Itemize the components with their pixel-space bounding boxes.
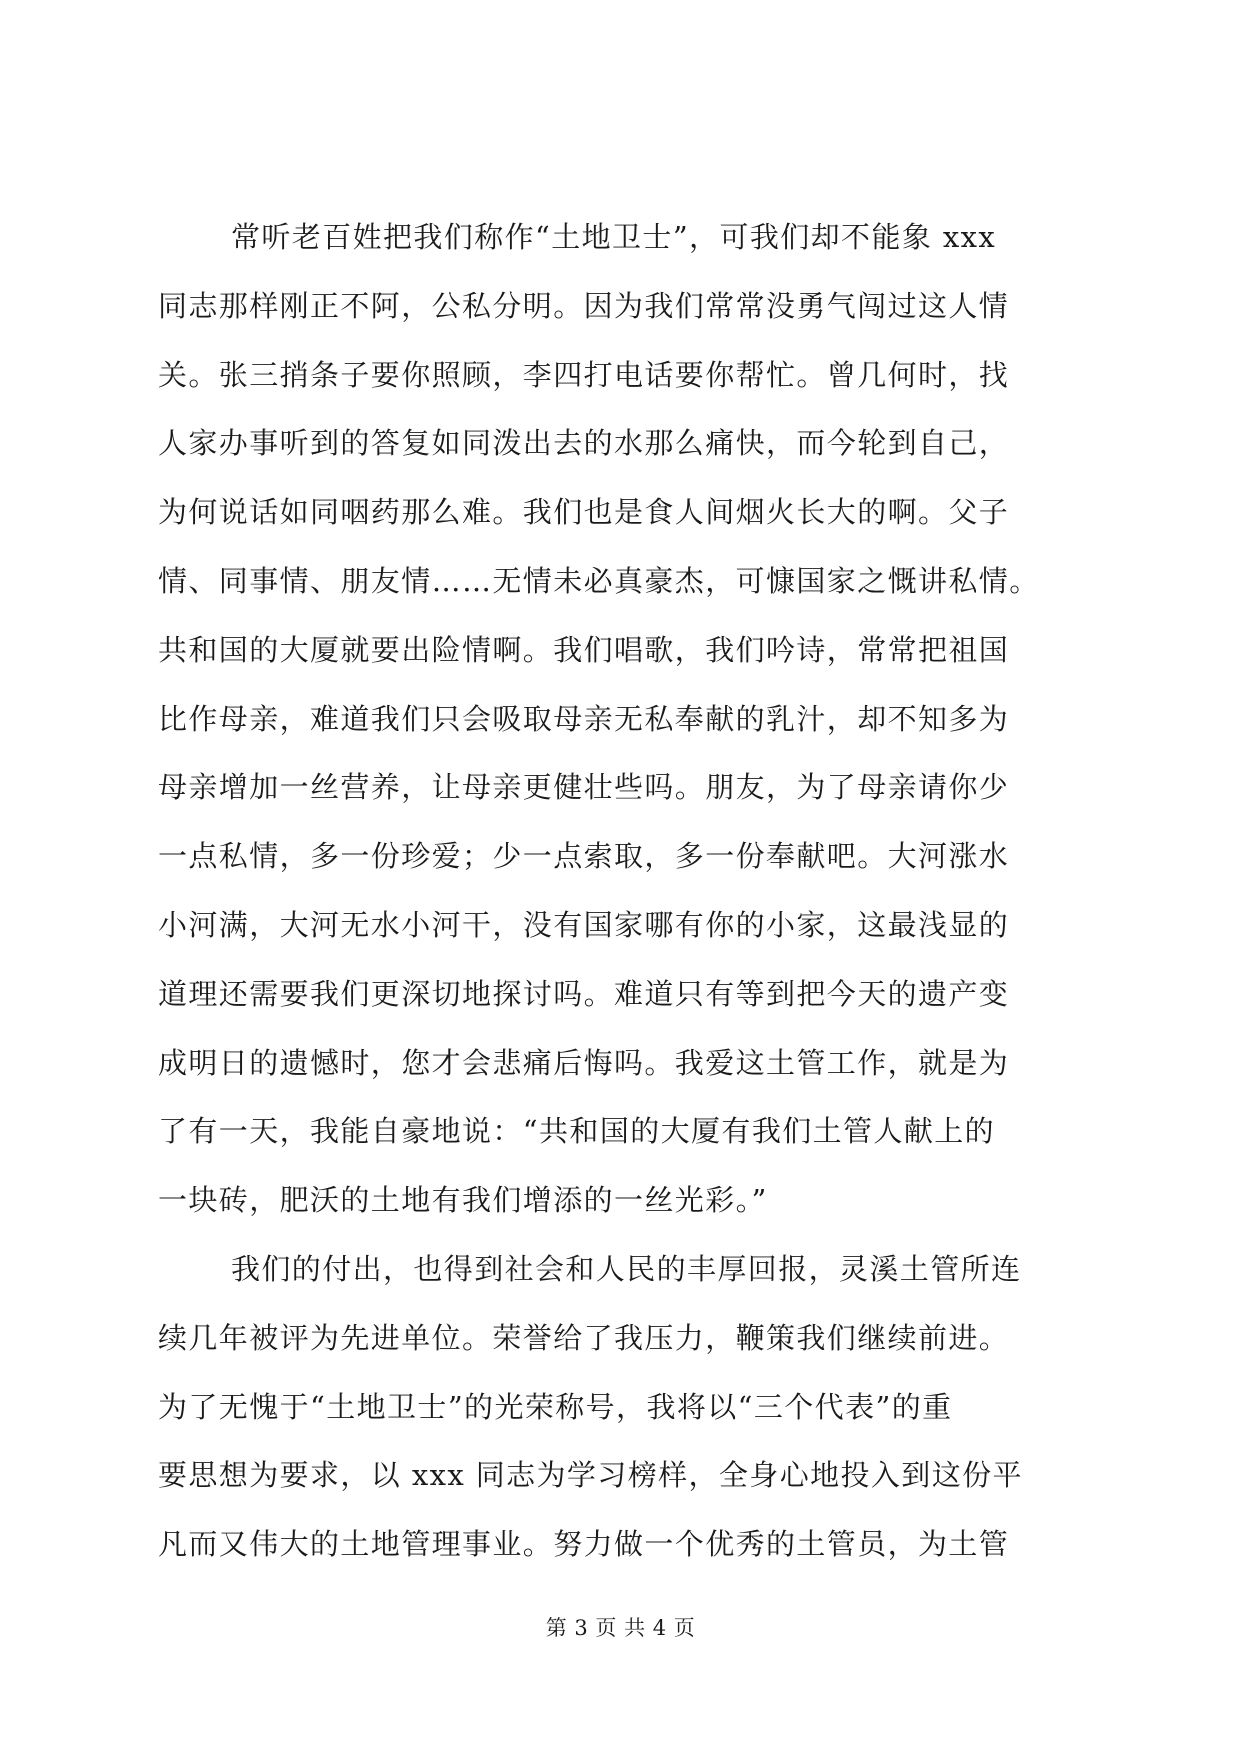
page-footer: 第 3 页 共 4 页 [545, 1616, 696, 1640]
text-line: 了有一天，我能自豪地说：“共和国的大厦有我们土管人献上的 [158, 1114, 996, 1149]
text-line: 我们的付出，也得到社会和人民的丰厚回报，灵溪土管所连 [231, 1251, 1022, 1286]
text-line: 一点私情，多一份珍爱；少一点索取，多一份奉献吧。大河涨水 [158, 839, 1010, 874]
text-line: 同志那样刚正不阿，公私分明。因为我们常常没勇气闯过这人情 [158, 288, 1010, 323]
body-text [158, 203, 1088, 1579]
text-line: 成明日的遗憾时，您才会悲痛后悔吗。我爱这土管工作，就是为 [158, 1045, 1010, 1080]
text-line: 情、同事情、朋友情……无情未必真豪杰，可慷国家之慨讲私情。 [158, 563, 1040, 598]
text-line: 续几年被评为先进单位。荣誉给了我压力，鞭策我们继续前进。 [158, 1320, 1010, 1355]
text-line: 人家办事听到的答复如同泼出去的水那么痛快，而今轮到自己， [158, 426, 1010, 461]
text-line: 为何说话如同咽药那么难。我们也是食人间烟火长大的啊。父子 [158, 495, 1010, 530]
text-line: 为了无愧于“土地卫士”的光荣称号，我将以“三个代表”的重 [158, 1389, 953, 1424]
text-line: 关。张三捎条子要你照顾，李四打电话要你帮忙。曾几何时，找 [158, 357, 1010, 392]
text-line: 凡而又伟大的土地管理事业。努力做一个优秀的土管员，为土管 [158, 1527, 1010, 1562]
text-line: 要思想为要求，以 xxx 同志为学习榜样，全身心地投入到这份平 [158, 1458, 1023, 1493]
text-line: 一块砖，肥沃的土地有我们增添的一丝光彩。” [158, 1183, 768, 1218]
text-line: 母亲增加一丝营养，让母亲更健壮些吗。朋友，为了母亲请你少 [158, 770, 1010, 805]
text-line: 比作母亲，难道我们只会吸取母亲无私奉献的乳汁，却不知多为 [158, 701, 1010, 736]
text-line: 道理还需要我们更深切地探讨吗。难道只有等到把今天的遗产变 [158, 976, 1010, 1011]
text-line: 共和国的大厦就要出险情啊。我们唱歌，我们吟诗，常常把祖国 [158, 632, 1010, 667]
text-line: 小河满，大河无水小河干，没有国家哪有你的小家，这最浅显的 [158, 907, 1010, 942]
text-line: 常听老百姓把我们称作“土地卫士”，可我们却不能象 xxx [231, 220, 997, 254]
